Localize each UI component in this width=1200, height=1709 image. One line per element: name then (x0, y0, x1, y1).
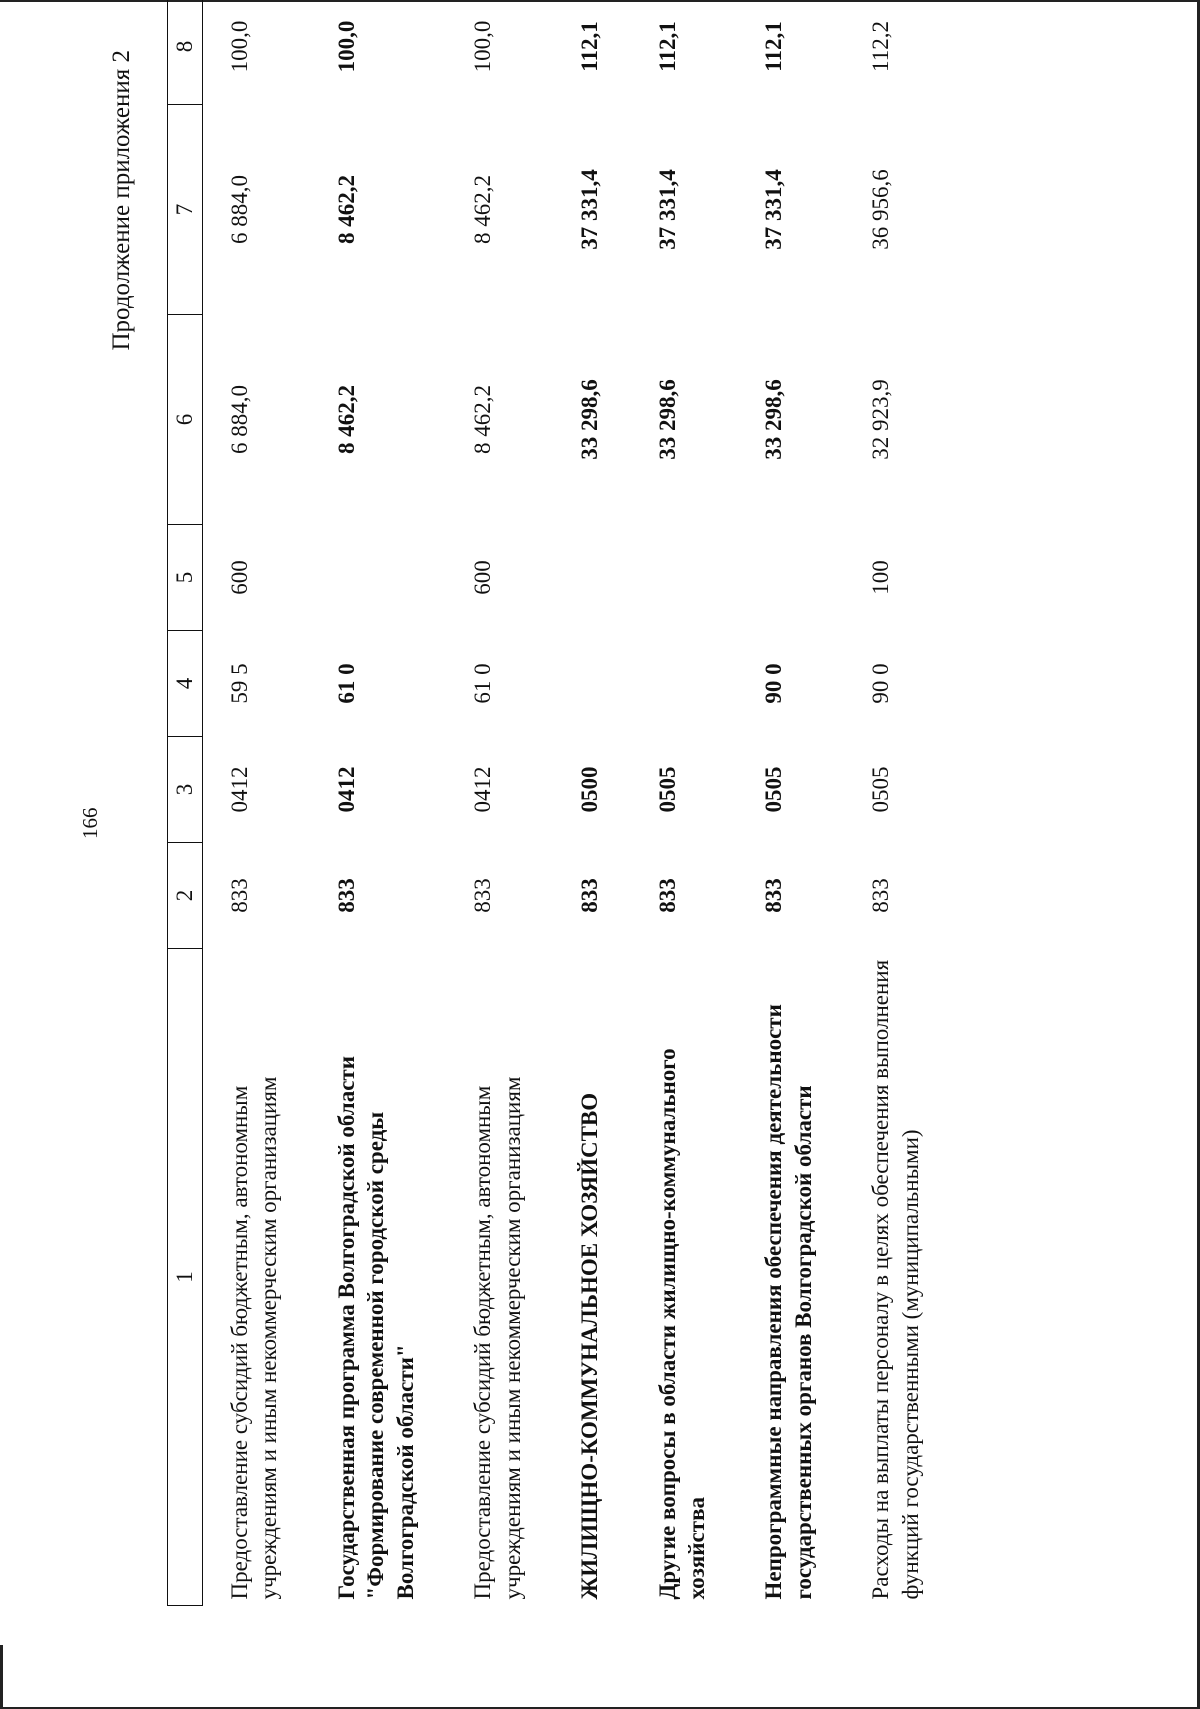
table-row (203, 0, 310, 1606)
cell-ministry-code: 833 (227, 878, 252, 913)
column-header: 7 (168, 105, 203, 315)
table-row (553, 0, 630, 1606)
cell-percent: 100,0 (227, 20, 252, 73)
cell-section-code: 0412 (333, 766, 359, 813)
cell-expense-type (631, 525, 738, 631)
cell-amount-actual: 6 884,0 (227, 175, 252, 244)
row-name: Расходы на выплаты персоналу в целях обеспечения выполнения функций государственными (муниципальными) (868, 959, 923, 1600)
cell-program-code: 90 0 (868, 663, 894, 704)
row-name: Другие вопросы в области жилищно-коммунального хозяйства (654, 1048, 709, 1600)
cell-program-code: 61 0 (333, 663, 359, 704)
cell-amount-actual: 37 331,4 (577, 169, 603, 250)
table-row (737, 0, 844, 1606)
page-number: 166 (78, 807, 102, 839)
row-name: Государственная программа Волгоградской области "Формирование современной городской среды Волгоградской области" (333, 1056, 418, 1600)
cell-amount-actual: 8 462,2 (333, 175, 359, 244)
row-name: ЖИЛИЩНО-КОММУНАЛЬНОЕ ХОЗЯЙСТВО (577, 1092, 603, 1600)
column-header: 1 (168, 949, 203, 1606)
column-header: 8 (168, 0, 203, 105)
table-row (844, 0, 951, 1606)
cell-amount-planned: 33 298,6 (577, 379, 603, 460)
cell-expense-type (737, 525, 844, 631)
cell-percent: 112,1 (654, 21, 680, 72)
table-header-row (168, 0, 203, 1606)
cell-amount-actual: 8 462,2 (470, 175, 496, 244)
cell-expense-type: 600 (227, 560, 252, 595)
column-header: 5 (168, 525, 203, 631)
row-name: Предоставление субсидий бюджетным, автономным учреждениям и иным некоммерческим организациям (470, 1076, 525, 1600)
cell-section-code: 0412 (227, 766, 252, 813)
cell-section-code: 0505 (654, 766, 680, 813)
cell-expense-type: 100 (868, 560, 894, 595)
cell-ministry-code: 833 (333, 878, 359, 913)
cell-ministry-code: 833 (577, 878, 603, 913)
cell-percent: 112,2 (868, 21, 894, 72)
cell-amount-planned: 8 462,2 (333, 385, 359, 454)
cell-program-code: 61 0 (470, 663, 496, 704)
table-row (631, 0, 738, 1606)
cell-ministry-code: 833 (868, 878, 894, 913)
cell-ministry-code: 833 (654, 878, 680, 913)
cell-amount-planned: 33 298,6 (654, 379, 680, 460)
cell-percent: 112,1 (577, 21, 603, 72)
cell-section-code: 0412 (470, 766, 496, 813)
cell-expense-type: 600 (470, 560, 496, 595)
cell-amount-planned: 8 462,2 (470, 385, 496, 454)
cell-program-code (553, 631, 630, 737)
budget-table (167, 0, 951, 1606)
cell-program-code: 90 0 (761, 663, 787, 704)
cell-amount-actual: 37 331,4 (654, 169, 680, 250)
cell-section-code: 0505 (868, 766, 894, 813)
column-header: 4 (168, 631, 203, 737)
cell-section-code: 0500 (577, 766, 603, 813)
table-row (446, 0, 553, 1606)
cell-amount-actual: 36 956,6 (868, 169, 894, 250)
cell-expense-type (310, 525, 446, 631)
column-header: 2 (168, 843, 203, 949)
cell-amount-planned: 6 884,0 (227, 385, 252, 454)
row-name: Предоставление субсидий бюджетным, автономным учреждениям и иным некоммерческим организациям (227, 1076, 282, 1600)
cell-percent: 112,1 (761, 21, 787, 72)
table-row (310, 0, 446, 1606)
cell-program-code: 59 5 (227, 663, 252, 704)
cell-ministry-code: 833 (761, 878, 787, 913)
cell-amount-planned: 32 923,9 (868, 379, 894, 460)
cell-percent: 100,0 (333, 20, 359, 73)
cell-expense-type (553, 525, 630, 631)
column-header: 3 (168, 737, 203, 843)
cell-program-code (631, 631, 738, 737)
continuation-label: Продолжение приложения 2 (108, 50, 135, 351)
cell-amount-actual: 37 331,4 (761, 169, 787, 250)
cell-ministry-code: 833 (470, 878, 496, 913)
cell-amount-planned: 33 298,6 (761, 379, 787, 460)
column-header: 6 (168, 315, 203, 525)
cell-section-code: 0505 (761, 766, 787, 813)
row-name: Непрограммные направления обеспечения деятельности государственных органов Волгоградской области (761, 1004, 816, 1600)
cell-percent: 100,0 (470, 20, 496, 73)
